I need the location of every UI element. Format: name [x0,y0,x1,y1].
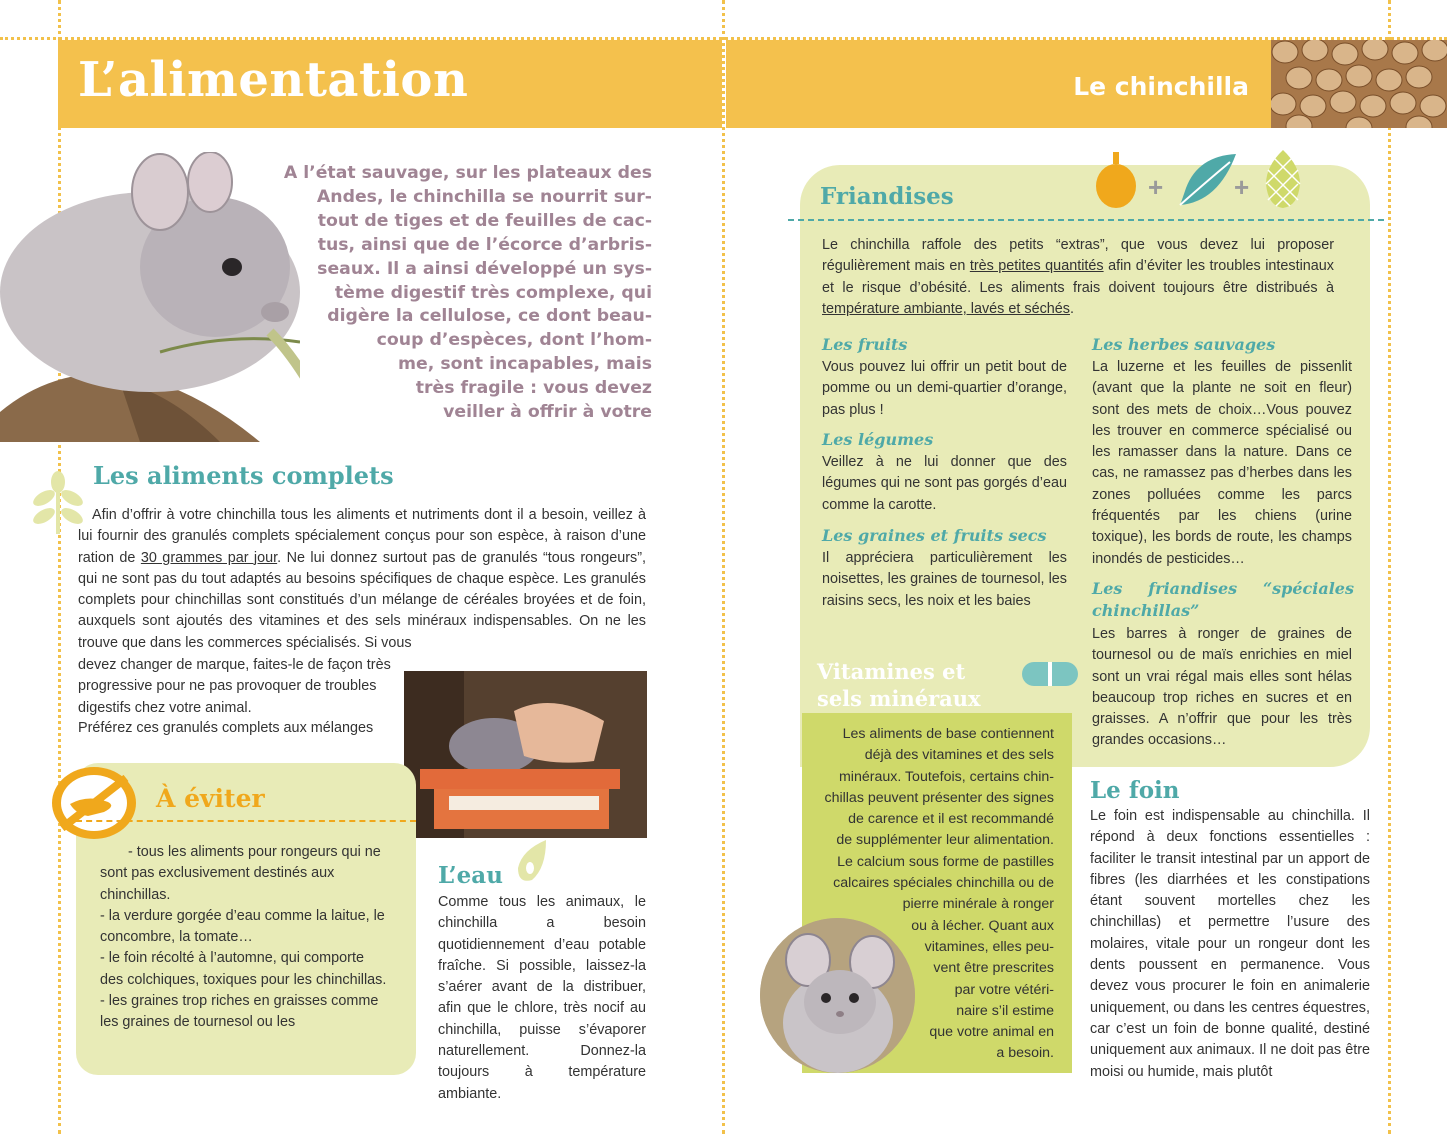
intro-line: tout de tiges et de feuilles de cac- [317,210,652,231]
text-line: vitamines, elles peu- [924,938,1054,955]
intro-text [240,162,652,425]
legumes-text: Veillez à ne lui donner que des légumes qui ne sont pas gorgés d’eau comme la carotte. [822,454,1067,513]
legumes-heading: Les légumes [822,430,934,449]
herbes-heading: Les herbes sauvages [1092,335,1276,354]
water-drop-icon [516,838,548,884]
text-line: naire s’il estime [956,1002,1054,1019]
page-title: L’alimentation [78,52,469,108]
text-line: calcaires spéciales chinchilla ou de [833,875,1054,892]
underlined-text: 30 grammes par jour [140,549,278,566]
text-line: vent être prescrites [933,960,1054,977]
friandises-intro [822,235,1334,320]
intro-line: tème digestif très complexe, qui [334,282,652,303]
intro-line: veiller à offrir à votre [443,402,652,423]
weighing-photo [404,671,647,838]
hazelnut-icon [1093,150,1141,210]
speciales-heading: Les friandises “spéciales chinchillas” [1092,579,1354,620]
text-line: déjà des vitamines et des sels [864,747,1054,764]
intro-line: Andes, le chinchilla se nourrit sur- [316,186,652,207]
eau-text: Comme tous les animaux, le chinchilla a besoin quotidiennement d’eau potable fraîche. Si possible, laissez-la s’aérer avant de la distribuer, afin que le chlore, très nocif au chinchilla, puisse s’évaporer naturellement. Donnez-la toujours à température ambiante. [438,894,646,1102]
foin-heading: Le foin [1090,777,1180,804]
leaf-icon [1178,152,1238,207]
chinchilla-portrait [760,918,915,1073]
pill-icon [1022,660,1078,688]
plus-sign: + [1148,172,1164,202]
eau-heading: L’eau [438,862,503,889]
text-line: chillas peuvent présenter des signes [824,789,1054,806]
intro-line: me, sont incapables, mais [398,354,652,375]
speciales-text: Les barres à ronger de graines de tournesol ou de maïs enrichies en miel sont un vrai régal mais elles sont hélas beaucoup trop riches en sucres et en graisses. A n’offrir que pour les très grandes occasions… [1092,626,1352,749]
guide-line [722,0,725,1134]
eviter-list [100,842,390,1034]
text-run: Afin d’offrir à votre chinchilla tous les aliments et nutriments dont il a besoin, veillez à lui fournir des granulés complets spécialement conçus pour son espèce, à raison d’une ration de [78,507,646,566]
guide-line [1388,0,1391,1134]
intro-line: tus, ainsi que de l’écorce d’arbris- [317,234,652,255]
text-line: ou à lécher. Quant aux [911,917,1054,934]
text-run: . [1069,300,1074,317]
forbidden-icon [48,764,140,842]
intro-line: très fragile : vous devez [415,378,652,399]
foin-text: Le foin est indispensable au chinchilla. Il répond à deux fonctions essentielles : faciliter le transit intestinal par un apport de fibres (les diarrhées et les constipations étant souvent mortelles chez les chinchillas) et permettre l’usure des molaires, vitale pour un rongeur dont les dents poussent en permanence. Vous devez vous procurer le foin en animalerie uniquement, ou dans les centres équestres, car c’est un foin de bonne qualité, destiné uniquement aux animaux. Il ne doit pas être moisi ou humide, mais plutôt [1090,808,1370,1080]
eviter-heading: À éviter [156,784,265,813]
text-line: de supplémenter leur alimentation. [836,832,1054,849]
friandises-heading: Friandises [820,183,954,210]
divider [788,219,1384,221]
text-run: afin d’éviter les troubles intestinaux et le risque d’obésité. Les aliments frais doivent toujours être distribués à [822,258,1334,296]
text-run: Le chinchilla raffole des petits “extras”, que vous devez lui proposer régulièrement mais en [822,237,1334,275]
text-line: par votre vétéri- [954,981,1054,998]
pine-cone-icon [1264,148,1302,210]
vitamines-heading [817,658,981,712]
text-line: de carence et il est recommandé [848,811,1054,828]
intro-line: coup d’espèces, dont l’hom- [376,330,652,351]
underlined-text: température ambiante, lavés et séchés [822,300,1070,317]
intro-line: seaux. Il a ainsi développé un sys- [317,258,652,279]
graines-text: Il appréciera particulièrement les noisettes, les graines de tournesol, les raisins secs, les noix et les baies [822,550,1067,609]
herbes-text: La luzerne et les feuilles de pissenlit (avant que la plante ne soit en fleur) sont des mets de choix…Vous pouvez les trouver en commerce spécialisé ou les ramasser dans la nature. Dans ce cas, ne ramassez pas d’herbes dans les zones polluées comme les parcs fréquentés par les chiens (urine toxique), les bords de route, les champs inondés de pesticides… [1092,359,1352,567]
text-line: Le calcium sous forme de pastilles [837,853,1054,870]
complets-paragraph [78,505,646,654]
list-item: - tous les aliments pour rongeurs qui ne sont pas exclusivement destinés aux chinchillas. [100,844,381,903]
graines-heading: Les graines et fruits secs [822,526,1047,545]
text-line: Les aliments de base contiennent [842,726,1054,742]
text-line: que votre animal en [929,1024,1054,1041]
fruits-text: Vous pouvez lui offrir un petit bout de pomme ou un demi-quartier d’orange, pas plus ! [822,359,1067,418]
text-run: . Ne lui donnez surtout pas de granulés “tous rongeurs”, qui ne sont pas du tout adaptés au besoins spécifiques de chaque espèce. Les granulés complets pour chinchillas sont constitués d’un mélange de céréales broyées et de foin, auxquels sont ajoutés des vitamines et des sels minéraux indispensables. On ne les trouve que dans les commerces spécialisés. Si vous [78,549,646,651]
complets-paragraph-3: Préférez ces granulés complets aux mélanges [78,720,374,736]
heading-line: Vitamines et [817,659,966,684]
list-item: - les graines trop riches en graisses comme les graines de tournesol ou les [100,993,379,1031]
fruits-heading: Les fruits [822,335,908,354]
divider [76,820,416,822]
intro-line: digère la cellulose, ce dont beau- [327,306,652,327]
complets-paragraph-2: devez changer de marque, faites-le de façon très progressive pour ne pas provoquer de troubles digestifs chez votre animal. [78,657,391,716]
hazelnut-photo [1271,40,1447,128]
list-item: - le foin récolté à l’automne, qui comporte des colchiques, toxiques pour les chinchillas. [100,950,387,988]
heading-line: sels minéraux [817,686,981,711]
section-title: Le chinchilla [1073,72,1249,101]
list-item: - la verdure gorgée d’eau comme la laitue, le concombre, la tomate… [100,907,385,946]
complets-heading: Les aliments complets [93,461,394,490]
text-line: pierre minérale à ronger [902,896,1054,913]
underlined-text: très petites quantités [969,258,1104,275]
plus-sign: + [1234,172,1250,202]
text-line: a besoin. [996,1045,1054,1062]
intro-line: A l’état sauvage, sur les plateaux des [283,163,652,183]
text-line: minéraux. Toutefois, certains chin- [838,768,1054,785]
